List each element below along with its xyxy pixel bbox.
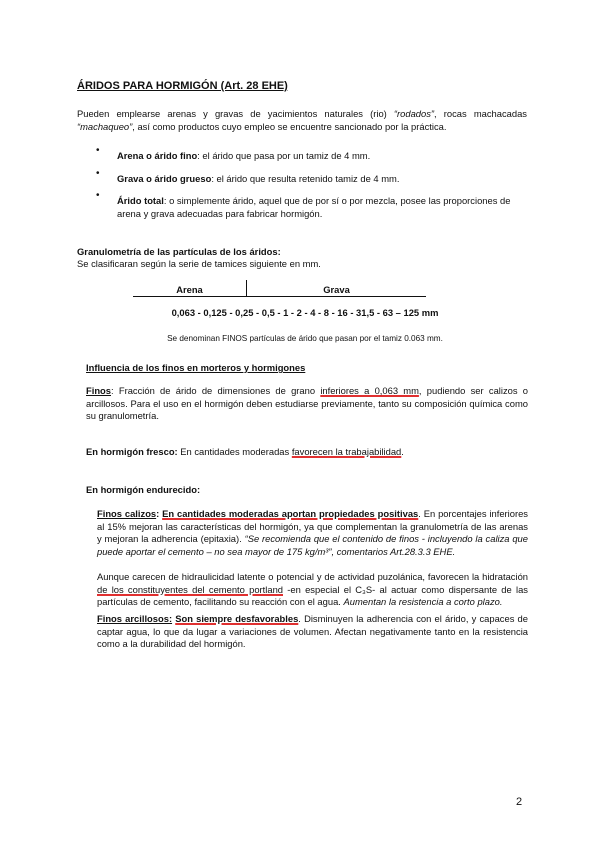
term: Arena o árido fino (117, 150, 198, 161)
page-number: 2 (516, 796, 523, 808)
granulometria-subtitle: Se clasificaran según la serie de tamices siguiente en mm. (77, 258, 321, 269)
text: -en especial el C₃S- al actuar como dispersante de las partículas de cemento, facilitando su reacción con el agua. (97, 583, 528, 608)
text: , pudiendo ser calizos o arcillosos. Para el uso en el hormigón deben estudiarse previamente, tanto su composición química como su granulometría. (86, 385, 529, 422)
fresco-paragraph (86, 446, 404, 459)
column-arena: Arena (176, 284, 203, 295)
text: Pueden emplearse arenas y gravas de yacimientos naturales (rio) (77, 108, 394, 119)
term: Grava o árido grueso (117, 173, 212, 184)
text: : Fracción de árido de dimensiones de grano (111, 385, 321, 396)
text: . (401, 446, 404, 457)
text: “Se recomienda que el contenido de finos - incluyendo la caliza que puede aportar el cemento – no sea mayor de 175 kg/m³”, comentarios Art.28.3.3 EHE. (97, 533, 528, 557)
text: “machaqueo” (77, 120, 133, 132)
sieve-series: 0,063 - 0,125 - 0,25 - 0,5 - 1 - 2 - 4 - 8 - 16 - 31,5 - 63 – 125 mm (171, 307, 439, 318)
text: Aunque carecen de hidraulicidad latente o potencial y de actividad puzolánica, favorecen la hidratación (97, 571, 528, 582)
text: Aumentan la resistencia a corto plazo. (343, 596, 503, 608)
finos-note: Se denominan FINOS partículas de árido que pasan por el tamiz 0.063 mm. (167, 334, 443, 343)
text: , rocas machacadas (434, 108, 527, 119)
text: favorecen la trabajabilidad (291, 446, 402, 457)
text: . Disminuyen la adherencia con el árido, y capaces de captar agua, lo que da lugar a variaciones de volumen. Afectan negativamente tanto en la resistencia como a la durabilidad del hormigón. (97, 613, 528, 650)
text: “rodados” (393, 108, 435, 119)
text: Finos (86, 385, 111, 396)
column-grava: Grava (323, 284, 350, 295)
list-item (117, 150, 527, 163)
list-item (117, 173, 527, 186)
text: En hormigón fresco: (86, 446, 178, 457)
text: : o simplemente árido, aquel que de por sí o por mezcla, posee las proporciones de arena y grava adecuadas para fabricar hormigón. (117, 195, 511, 219)
bullet-icon: • (96, 145, 100, 156)
sieve-table-header (133, 280, 426, 297)
calizos-paragraph: Finos calizos: En cantidades moderadas aportan propiedades positivas. En porcentajes inferiores al 15% mejoran las características del hormigón, ya que complementan la granulometría de las arenas y mejoran la adherencia (epitaxia). “Se recomienda que el contenido de finos - incluyendo la caliza que puede aportar el cemento – no sea mayor de 175 kg/m³”, comentarios Art.28.3.3 EHE. (97, 508, 528, 557)
text: Finos calizos (97, 508, 157, 519)
granulometria-heading: Granulometría de las partículas de los áridos: (77, 246, 281, 257)
text: : el árido que resulta retenido tamiz de 4 mm. (211, 173, 400, 184)
influencia-heading: Influencia de los finos en morteros y hormigones (86, 362, 306, 373)
text: . En porcentajes inferiores al 15% mejoran las características del hormigón, ya que complementan la granulometría de las arenas y mejoran la adherencia (epitaxia). (97, 508, 528, 545)
text: Son siempre desfavorables (175, 613, 299, 624)
page-title: ÁRIDOS PARA HORMIGÓN (Art. 28 EHE) (77, 80, 288, 92)
text: En cantidades moderadas (177, 446, 292, 457)
arcillosos-paragraph (97, 613, 528, 651)
bullet-icon: • (96, 168, 100, 179)
intro-paragraph (77, 108, 527, 133)
list-item (117, 195, 527, 220)
finos-paragraph (86, 385, 528, 423)
text: Finos arcillosos: (97, 613, 173, 624)
text: En cantidades moderadas aportan propiedades positivas (162, 508, 419, 519)
bullet-icon: • (96, 190, 100, 201)
endurecido-heading: En hormigón endurecido: (86, 484, 201, 495)
text: inferiores a 0,063 mm (320, 385, 419, 396)
aunque-paragraph (97, 571, 528, 609)
term: Árido total (117, 195, 164, 206)
text: , así como productos cuyo empleo se encuentre sancionado por la práctica. (132, 120, 447, 132)
text: : el árido que pasa por un tamiz de 4 mm. (197, 150, 371, 161)
text: de los constituyentes del cemento portland (97, 583, 283, 595)
